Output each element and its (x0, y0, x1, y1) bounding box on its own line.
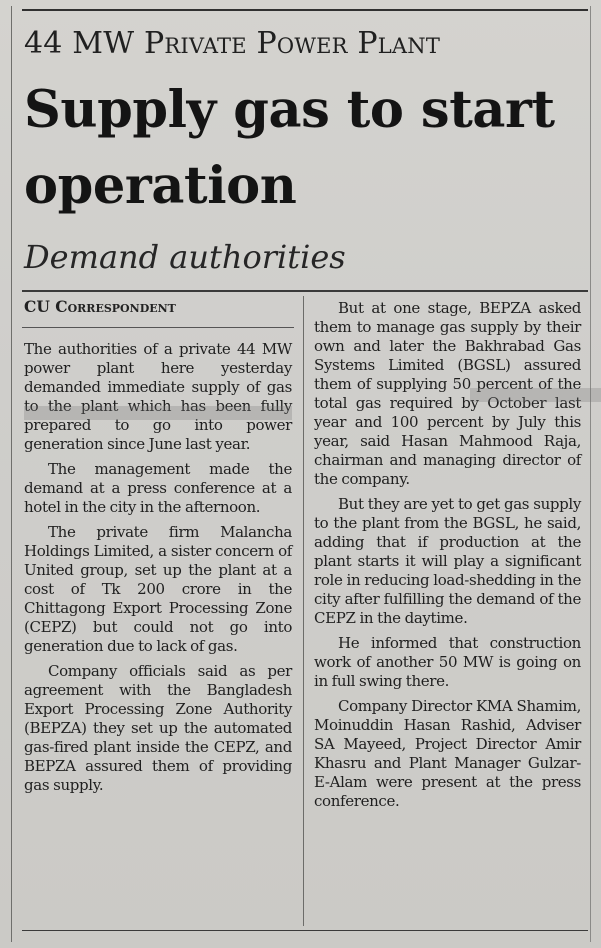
paragraph: But they are yet to get gas supply to the plant from the BGSL, he said, adding that if production at the plant starts it will play a significant role in reducing load-shedding in the city after fulfilling the demand of the CEPZ in the daytime. (314, 495, 581, 627)
paragraph: Company officials said as per agreement with the Bangladesh Export Processing Zone Authority (BEPZA) they set up the automated gas-fired plant inside the CEPZ, and BEPZA assured them of providing gas supply. (24, 662, 292, 794)
paragraph: The authorities of a private 44 MW power plant here yesterday demanded immediate supply of gas to the plant which has been fully prepared to go into power generation since June last year. (24, 340, 292, 453)
bottom-rule (22, 930, 588, 931)
subhead-rule (22, 290, 588, 292)
print-smudge (24, 406, 292, 420)
byline-rule (22, 327, 294, 328)
clipping-right-edge (590, 6, 591, 942)
article-headline: Supply gas to start operation (24, 80, 555, 216)
column-divider (303, 296, 304, 926)
clipping-left-edge (11, 6, 12, 942)
article-byline: CU Correspondent (24, 297, 176, 316)
article-kicker: 44 MW Private Power Plant (24, 26, 441, 61)
top-rule (22, 9, 588, 11)
article-subhead: Demand authorities (24, 238, 346, 276)
paragraph: Company Director KMA Shamim, Moinuddin Hasan Rashid, Adviser SA Mayeed, Project Director Amir Khasru and Plant Manager Gulzar-E-Alam were present at the press conference. (314, 697, 581, 810)
paragraph: He informed that construction work of another 50 MW is going on in full swing there. (314, 634, 581, 690)
paragraph: The private firm Malancha Holdings Limited, a sister concern of United group, set up the plant at a cost of Tk 200 crore in the Chittagong Export Processing Zone (CEPZ) but could not go into generation due to lack of gas. (24, 523, 292, 655)
paragraph: But at one stage, BEPZA asked them to manage gas supply by their own and later the Bakhrabad Gas Systems Limited (BGSL) assured them of supplying 50 percent of the total gas required by October last year and 100 percent by July this year, said Hasan Mahmood Raja, chairman and managing director of the company. (314, 299, 581, 488)
paragraph: The management made the demand at a press conference at a hotel in the city in the afternoon. (24, 460, 292, 516)
print-smudge (470, 388, 601, 402)
article-column-right (314, 299, 581, 811)
